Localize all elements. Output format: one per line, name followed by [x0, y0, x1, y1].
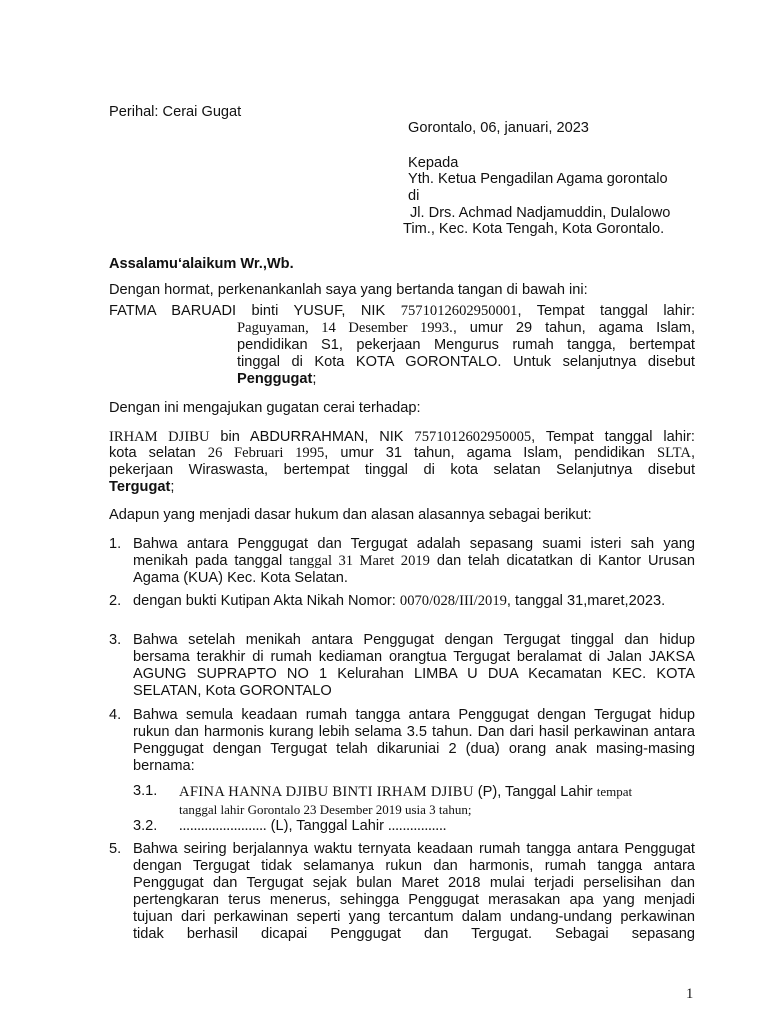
item-text: Bahwa seiring berjalannya waktu ternyata keadaan rumah tangga antara Penggugat dengan Tergugat tidak selamanya rukun dan harmonis, rumah tangga antara Penggugat dan Tergugat sejak bulan Maret 2018 mulai terjadi perselisihan dan pertengkaran terus menerus, sehingga Penggugat merasakan apa yang menjadi tujuan dari perkawinan seperti yang tercantum dalam undang-undang perkawinan tidak berhasil dicapai Penggugat dan Tergugat. Sebagai sepasang [133, 841, 695, 942]
item-number: 3. [109, 632, 122, 648]
basis-intro: Adapun yang menjadi dasar hukum dan alasan alasannya sebagai berikut: [109, 507, 592, 523]
defendant-line-2: kota selatan 26 Februari 1995, umur 31 tahun, agama Islam, pendidikan SLTA, [109, 445, 695, 461]
greeting: Assalamu‘alaikum Wr.,Wb. [109, 256, 294, 272]
address-line-2: Tim., Kec. Kota Tengah, Kota Gorontalo. [403, 221, 665, 237]
item-text: Bahwa setelah menikah antara Penggugat dengan Tergugat tinggal dan hidup bersama terakhir di rumah kediaman orangtua Tergugat beralamat di Jalan JAKSA AGUNG SUPRAPTO NO 1 Kelurahan LIMBA U DUA Kecamatan KEC. KOTA SELATAN, Kota GORONTALO [133, 632, 695, 699]
plaintiff-line-4: tinggal di Kota KOTA GORONTALO. Untuk selanjutnya disebut [237, 354, 695, 370]
di-label: di [408, 188, 420, 204]
defendant-role: Tergugat; [109, 479, 175, 495]
child-text: ........................ (L), Tanggal Lahir ................ [179, 818, 447, 834]
defendant-line-3: pekerjaan Wiraswasta, bertempat tinggal di kota selatan Selanjutnya disebut [109, 462, 695, 478]
address-line-1: Jl. Drs. Achmad Nadjamuddin, Dulalowo [410, 205, 671, 221]
child-number: 3.1. [133, 783, 158, 799]
item-text: Bahwa semula keadaan rumah tangga antara Penggugat dengan Tergugat hidup rukun dan harmonis kurang lebih selama 3.5 tahun. Dan dari hasil perkawinan antara Penggugat dengan Tergugat telah dikaruniai 2 (dua) orang anak masing-masing bernama: [133, 707, 695, 774]
intro-text: Dengan hormat, perkenankanlah saya yang bertanda tangan di bawah ini: [109, 282, 588, 298]
child-text: AFINA HANNA DJIBU BINTI IRHAM DJIBU (P), Tanggal Lahir tempat tanggal lahir Gorontalo 23 Desember 2019 usia 3 tahun; [179, 784, 633, 817]
item-number: 2. [109, 593, 122, 609]
filing-text: Dengan ini mengajukan gugatan cerai terhadap: [109, 400, 421, 416]
plaintiff-line-1: FATMA BARUADI binti YUSUF, NIK 7571012602950001, Tempat tanggal lahir: [109, 303, 696, 319]
plaintiff-line-3: pendidikan S1, pekerjaan Mengurus rumah tangga, bertempat [237, 337, 695, 353]
plaintiff-line-2: Paguyaman, 14 Desember 1993., umur 29 tahun, agama Islam, [237, 320, 695, 336]
subject-line: Perihal: Cerai Gugat [109, 104, 242, 120]
place-date: Gorontalo, 06, januari, 2023 [408, 120, 589, 136]
item-text: Bahwa antara Penggugat dan Tergugat adalah sepasang suami isteri sah yang menikah pada tanggal tanggal 31 Maret 2019 dan telah dicatatkan di Kantor Urusan Agama (KUA) Kec. Kota Selatan. [133, 536, 696, 586]
child-item-1 [133, 783, 695, 819]
child-item-2 [133, 818, 695, 835]
item-text: dengan bukti Kutipan Akta Nikah Nomor: 0070/028/III/2019, tanggal 31,maret,2023. [133, 593, 666, 609]
recipient: Yth. Ketua Pengadilan Agama gorontalo [408, 171, 668, 187]
list-item-3 [109, 632, 695, 700]
child-number: 3.2. [133, 818, 158, 834]
defendant-line-1: IRHAM DJIBU bin ABDURRAHMAN, NIK 7571012602950005, Tempat tanggal lahir: [109, 429, 695, 445]
page-number: 1 [686, 986, 694, 1002]
list-item-2 [109, 593, 695, 610]
list-item-5 [109, 841, 695, 943]
list-item-1 [109, 536, 695, 587]
item-number: 1. [109, 536, 122, 552]
item-number: 5. [109, 841, 122, 857]
plaintiff-role: Penggugat; [237, 371, 317, 387]
kepada-label: Kepada [408, 155, 459, 171]
item-number: 4. [109, 707, 122, 723]
list-item-4 [109, 707, 695, 775]
